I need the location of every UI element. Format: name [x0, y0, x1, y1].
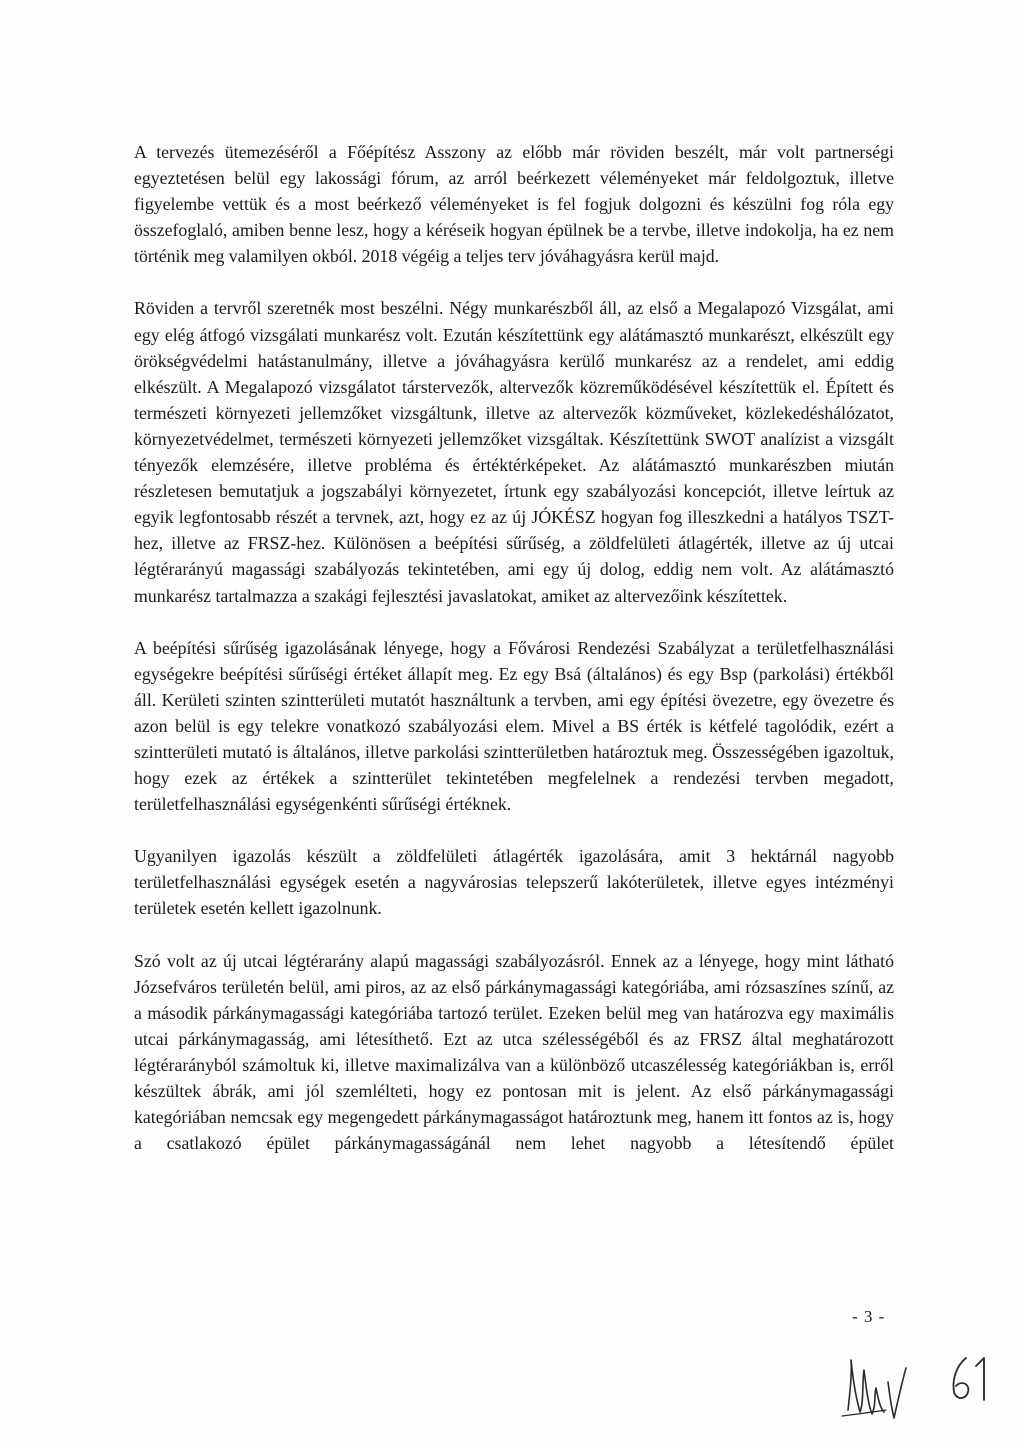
document-body [134, 139, 894, 1156]
handwritten-signature [838, 1352, 918, 1424]
handwritten-page-number [946, 1352, 994, 1404]
page-number: - 3 - [852, 1307, 886, 1326]
paragraph-height-regulation: Szó volt az új utcai légtérarány alapú magassági szabályozásról. Ennek az a lényege, hogy mint látható Józsefváros területén belül, ami piros, az az első párkánymagassági kategóriába, ami rózsaszínes színű, az a második párkánymagassági kategóriába tartozó terület. Ezeken belül meg van határozva egy maximális utcai párkánymagasság, ami létesíthető. Ezt az utca szélességéből és az FRSZ által meghatározott légtérarányból számoltuk ki, illetve maximalizálva van a különböző utcaszélesség kategóriákban is, erről készültek ábrák, ami jól szemlélteti, hogy ez pontosan mit is jelent. Az első párkánymagassági kategóriában nemcsak egy megengedett párkánymagasságot határoztunk meg, hanem itt fontos az is, hogy a csatlakozó épület párkánymagasságánál nem lehet nagyobb a létesítendő épület [134, 950, 894, 1154]
paragraph-green-area: Ugyanilyen igazolás készült a zöldfelületi átlagérték igazolására, amit 3 hektárnál nagyobb területfelhasználási egységek esetén a nagyvárosias telepszerű lakóterületek, illetve egyes intézményi területek esetén kellett igazolnunk. [134, 846, 894, 919]
paragraph-schedule: A tervezés ütemezéséről a Főépítész Asszony az előbb már röviden beszélt, már volt partnerségi egyeztetésen belül egy lakossági fórum, az arról beérkezett véleményeket már feldolgoztuk, illetve figyelembe vettük és a most beérkező véleményeket is fel fogjuk dolgozni és készülni fog róla egy összefoglaló, amiben benne lesz, hogy a kéréseik hogyan épülnek be a tervbe, illetve indokolja, ha ez nem történik meg valamilyen okból. 2018 végéig a teljes terv jóváhagyásra kerül majd. [134, 142, 894, 267]
paragraph-building-density: A beépítési sűrűség igazolásának lényege, hogy a Fővárosi Rendezési Szabályzat a területfelhasználási egységekre beépítési sűrűségi értéket állapít meg. Ez egy Bsá (általános) és egy Bsp (parkolási) értékből áll. Kerületi szinten szintterületi mutatót használtunk a tervben, ami egy építési övezetre, egy övezetre és azon belül is egy telekre vonatkozó szabályozási elem. Mivel a BS érték is kétfelé tagolódik, ezért a szintterületi mutató is általános, illetve parkolási szintterületben határoztuk meg. Összességében igazoltuk, hogy ezek az értékek a szintterület tekintetében megfelelnek a rendezési tervben megadott, területfelhasználási egységenkénti sűrűségi értéknek. [134, 637, 894, 815]
paragraph-plan-overview: Röviden a tervről szeretnék most beszélni. Négy munkarészből áll, az első a Megalapozó Vizsgálat, ami egy elég átfogó vizsgálati munkarész volt. Ezután készítettünk egy alátámasztó munkarészt, elkészült egy örökségvédelmi hatástanulmány, illetve a jóváhagyásra kerülő munkarész az a rendelet, ami eddig elkészült. A Megalapozó vizsgálatot társtervezők, altervezők közreműködésével készítettük el. Épített és természeti környezeti jellemzőket vizsgáltunk, illetve az altervezők közműveket, közlekedéshálózatot, környezetvédelmet, természeti környezeti jellemzőket vizsgáltak. Készítettünk SWOT analízist a vizsgált tényezők elemzésére, illetve probléma és értéktérképeket. Az alátámasztó munkarészben miután részletesen bemutatjuk a jogszabályi környezetet, írtunk egy szabályozási koncepciót, illetve leírtuk az egyik legfontosabb részét a tervnek, azt, hogy ez az új JÓKÉSZ hogyan fog illeszkedni a hatályos TSZT-hez, illetve az FRSZ-hez. Különösen a beépítési sűrűség, a zöldfelületi átlagérték, illetve az új utcai légtérarányú magassági szabályozás tekintetében, ami egy új dolog, eddig nem volt. Az alátámasztó munkarész tartalmazza a szakági fejlesztési javaslatokat, amiket az altervezőink készítettek. [134, 298, 894, 606]
